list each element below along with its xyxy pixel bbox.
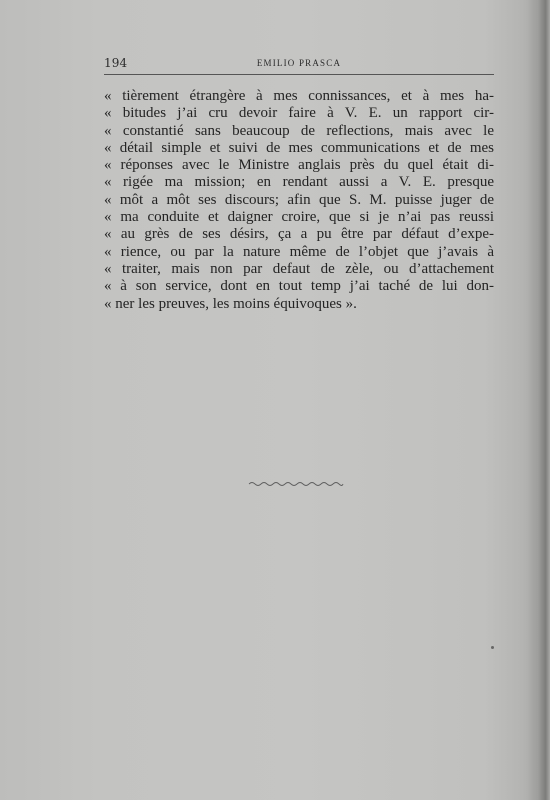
text-line: « ner les preuves, les moins équivoques ». bbox=[104, 295, 357, 312]
paper-speck bbox=[491, 646, 494, 649]
page-header bbox=[104, 56, 494, 75]
text-line: « môt a môt ses discours; afin que S. M. puisse juger de bbox=[104, 191, 494, 208]
text-line: « à son service, dont en tout temp j’ai taché de lui don- bbox=[104, 278, 494, 295]
text-line: « rigée ma mission; en rendant aussi a V. E. presque bbox=[104, 174, 494, 191]
page-number: 194 bbox=[104, 56, 128, 70]
text-line: « traiter, mais non par defaut de zèle, ou d’attachement bbox=[104, 260, 494, 277]
page-edge-shadow bbox=[528, 0, 550, 800]
text-line: « au grès de ses désirs, ça a pu être par défaut d’expe- bbox=[104, 226, 494, 243]
text-line: « rience, ou par la nature même de l’objet que j’avais à bbox=[104, 243, 494, 260]
text-line: « constantié sans beaucoup de reflections, mais avec le bbox=[104, 122, 494, 139]
wavy-ornament-icon bbox=[248, 480, 344, 488]
text-line: « bitudes j’ai cru devoir faire à V. E. un rapport cir- bbox=[104, 105, 494, 122]
running-head: EMILIO PRASCA bbox=[256, 58, 342, 68]
text-line: « ma conduite et daigner croire, que si je n’ai pas reussi bbox=[104, 209, 494, 226]
text-line: « tièrement étrangère à mes connissances, et à mes ha- bbox=[104, 88, 494, 104]
body-text bbox=[104, 88, 494, 313]
text-line: « réponses avec le Ministre anglais près du quel était di- bbox=[104, 157, 494, 174]
text-line: « détail simple et suivi de mes communications et de mes bbox=[104, 139, 494, 156]
